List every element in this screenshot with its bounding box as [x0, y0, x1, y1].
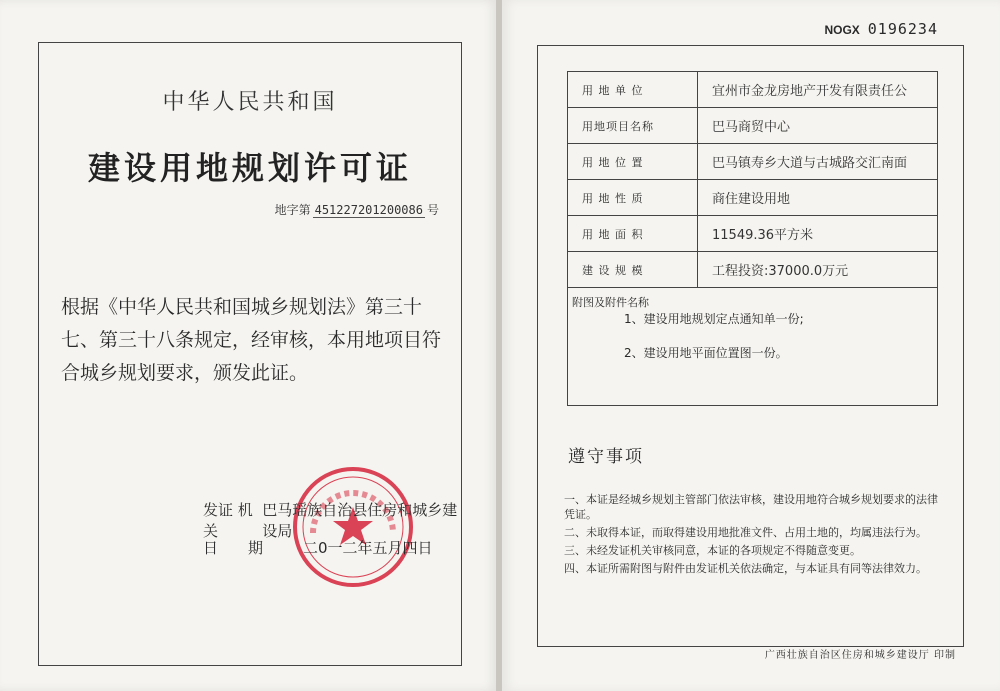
table-row	[568, 252, 938, 288]
permit-prefix: 地字第	[274, 203, 311, 217]
row-value: 巴马镇寿乡大道与古城路交汇南面	[698, 144, 938, 180]
table-row	[568, 72, 938, 108]
attachments-box	[567, 288, 938, 406]
attachment-item: 1、建设用地规划定点通知单一份;	[624, 312, 804, 326]
rules-title: 遵守事项	[568, 447, 644, 467]
row-label: 用 地 性 质	[568, 180, 698, 216]
issuer-line	[203, 499, 461, 541]
country-name: 中华人民共和国	[162, 90, 338, 115]
table-row	[568, 216, 938, 252]
certificate-title: 建设用地规划许可证	[87, 149, 412, 187]
issuer-label: 发证 机关	[203, 501, 253, 540]
row-label: 用地项目名称	[568, 108, 698, 144]
rule-item: 一、本证是经城乡规划主管部门依法审核，建设用地符合城乡规划要求的法律凭证。	[564, 493, 938, 521]
left-frame	[38, 42, 462, 666]
attachments-title: 附图及附件名称	[572, 296, 649, 309]
date-line	[203, 537, 433, 558]
rule-item: 二、未取得本证，而取得建设用地批准文件、占用土地的，均属违法行为。	[564, 526, 927, 539]
row-value: 宜州市金龙房地产开发有限责任公	[698, 72, 938, 108]
row-label: 用 地 面 积	[568, 216, 698, 252]
serial-number: 0196234	[867, 20, 938, 38]
right-frame	[537, 45, 964, 647]
permit-number-line	[275, 201, 439, 218]
row-value: 工程投资:37000.0万元	[698, 252, 938, 288]
printer-credit: 广西壮族自治区住房和城乡建设厅 印制	[764, 650, 956, 661]
rule-item: 四、本证所需附图与附件由发证机关依法确定，与本证具有同等法律效力。	[564, 562, 927, 575]
left-page	[0, 0, 498, 691]
row-value: 巴马商贸中心	[698, 108, 938, 144]
date-label: 日 期	[203, 539, 264, 557]
row-label: 用 地 位 置	[568, 144, 698, 180]
rule-item: 三、未经发证机关审核同意，本证的各项规定不得随意变更。	[564, 544, 861, 557]
right-page	[502, 0, 1000, 691]
table-row	[568, 144, 938, 180]
table-row	[568, 108, 938, 144]
serial-number-line	[824, 20, 938, 38]
row-label: 建 设 规 模	[568, 252, 698, 288]
land-info-table	[567, 71, 938, 288]
row-value: 商住建设用地	[698, 180, 938, 216]
row-label: 用 地 单 位	[568, 72, 698, 108]
row-value: 11549.36平方米	[698, 216, 938, 252]
issue-date: 二0一二年五月四日	[303, 539, 433, 557]
attachment-item: 2、建设用地平面位置图一份。	[624, 346, 788, 360]
issuer-name: 巴马瑶族自治县住房和城乡建设局	[262, 501, 458, 540]
permit-number: 451227201200086	[314, 203, 423, 217]
rules-list	[564, 492, 945, 579]
table-row	[568, 180, 938, 216]
certificate-body: 根据《中华人民共和国城乡规划法》第三十七、第三十八条规定，经审核，本用地项目符合城乡规划要求，颁发此证。	[61, 296, 442, 384]
serial-prefix: NOGX	[824, 23, 860, 37]
permit-suffix: 号	[426, 203, 439, 217]
